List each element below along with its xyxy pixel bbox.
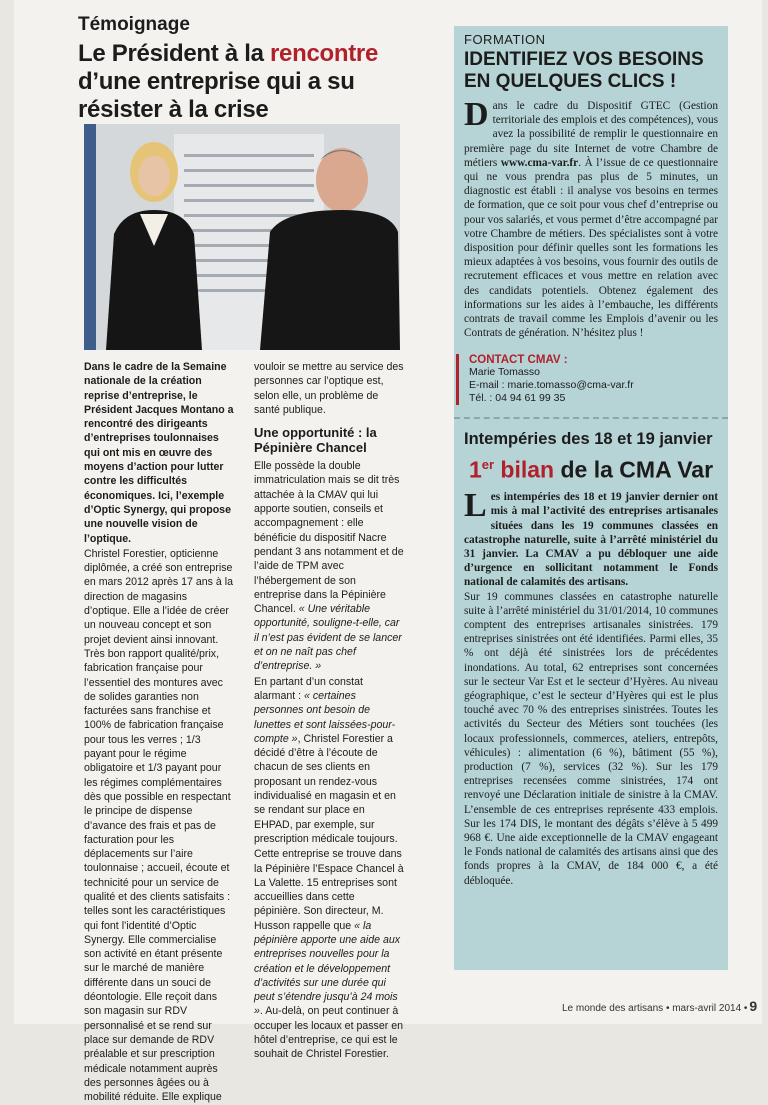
body-3c: , Christel Forestier a décidé d’être à l’écoute de chacun de ses clients en proposant un rendez-vous individualisé en magasin et en se rendant sur place en EHPAD, par exemple, sur prescription médicale toujours. <box>254 732 398 845</box>
contact-block <box>456 354 718 405</box>
article-photo <box>84 124 400 350</box>
article-lead: Dans le cadre de la Semaine nationale de la création reprise d’entreprise, le Président Jacques Montano a rencontré des dirigeants d’entreprises toulonnaises qui ont mis en œuvre des moyens d’action pour lutter contre les difficultés économiques. Ici, l’exemple d’Optic Synergy, qui propose une nouvelle vision de l’optique. <box>84 361 234 545</box>
news-sub-word: bilan <box>494 457 555 484</box>
headline-accent: rencontre <box>270 40 379 67</box>
sidebar-title: IDENTIFIEZ VOS BESOINS EN QUELQUES CLICS ! <box>464 49 704 92</box>
headline-part-2: d’une entreprise qui a su résister à la crise <box>78 68 355 123</box>
footer-text: Le monde des artisans • mars-avril 2014 • <box>562 1003 748 1014</box>
article-column-2 <box>254 360 404 1063</box>
body-3a: Elle possède la double immatriculation mais se dit très attachée à la CMAV qui lui apporte soutien, conseils et accompagnement : elle bénéficie du dispositif Nacre pendant 3 ans notamment et de l’aide de TPM avec l’hébergement de son entreprise dans la Pépinière Chancel. <box>254 460 404 616</box>
photo-illustration <box>84 124 400 350</box>
news-sub-rest: de la CMA Var <box>554 457 714 484</box>
sidebar-text <box>464 96 718 340</box>
article-body-1: Christel Forestier, opticienne diplômée, a créé son entreprise en mars 2012 après 17 ans à la direction de magasins d’optique. Elle a l’idée de créer un nouveau concept et son projet devient ainsi innovant. Très bon rapport qualité/prix, fabrication française pour l’essentiel des montures avec de solides garanties non facturées sans franchise et 100% de fabrication française pour tous les verres ; 1/3 payant pour le régime obligatoire et 1/3 payant pour les régimes complémentaires dès que possible en respectant le principe de dispense d’avance des frais et pas de facturation pour les déplacements sur l’aire toulonnaise ; accueil, écoute et technicité pour un service de qualité et des clients satisfaits : telles sont les caractéristiques qui font l’identité d’Optic Synergy. Elle commercialise son activité en étant présente sur le marché de manière différente dans un souci de déontologie. Elle reçoit dans son magasin sur RDV personnalisé et se rend sur place sur demande de RDV préalable et sur prescription médicale notamment auprès des personnes âgées ou à mobilité réduite. Elle explique <box>84 547 233 1104</box>
news-lead <box>464 487 718 589</box>
quote-2: « certaines personnes ont besoin de lunettes et sont laissées-pour-compte » <box>254 689 396 745</box>
article-kicker: Témoignage <box>78 14 190 35</box>
news-subtitle <box>464 451 718 484</box>
page-number: 9 <box>749 998 758 1014</box>
sidebar-box <box>454 26 728 970</box>
body-4b: . Au-delà, on peut continuer à occuper les locaux et passer en hôtel d’entreprise, ce qui est le souhait de Christel Forestier. <box>254 1005 403 1061</box>
article-subhead: Une opportunité : la Pépinière Chancel <box>254 425 377 456</box>
article-body-3 <box>254 459 404 673</box>
contact-name: Marie Tomasso <box>469 366 540 379</box>
page-footer <box>562 998 757 1014</box>
magazine-page <box>14 0 762 1104</box>
article-column-1 <box>84 360 234 1105</box>
article-body-2: vouloir se mettre au service des personnes car l’optique est, selon elle, un problème de santé publique. <box>254 361 404 416</box>
headline-part-1: Le Président à la <box>78 40 271 67</box>
news-sub-num: 1 <box>468 457 482 484</box>
body-4a: Cette entreprise se trouve dans la Pépinière l’Espace Chancel à La Valette. 15 entreprises sont accueillies dans cette pépinière. Son directeur, M. Husson rappelle que <box>254 848 404 932</box>
quote-3: « la pépinière apporte une aide aux entreprises nouvelles pour la création et le développement d’activités sur une durée qui peut s’étendre jusqu’à 24 mois » <box>254 919 401 1018</box>
news-lead-text: es intempéries des 18 et 19 janvier dernier ont mis à mal l’activité des entreprises artisanales situées dans les 19 communes classées en catastrophe naturelle, suite à l’arrêté ministériel du 31 janvier. La CMAV a pu débloquer une aide d’urgence en sollicitant notamment le Fonds national de calamités des artisans. <box>464 491 718 589</box>
section-divider <box>454 417 728 419</box>
body-3b: En partant d’un constat alarmant : <box>254 675 363 702</box>
contact-title: CONTACT CMAV : <box>469 354 568 367</box>
news-dropcap: L <box>464 487 487 525</box>
sidebar-text-a: ans le cadre du Dispositif GTEC (Gestion territoriale des emplois et des compétences), vous avez la possibilité de remplir le questionnaire en première page du site Internet de votre Chambre de métiers <box>464 100 718 169</box>
article-headline <box>78 40 418 124</box>
contact-phone: Tél. : 04 94 61 99 35 <box>469 392 566 405</box>
article-body-5 <box>254 847 404 1061</box>
sidebar-text-b: . À l’issue de ce questionnaire qui ne vous prendra pas plus de 5 minutes, un diagnostic est établi : il analyse vos besoins en termes de formation, que ce soit pour vous chef d’entreprise ou pour vos salariés, et vous permet d’être accompagné par votre Chambre de métiers. Des spécialistes sont à votre disposition pour définir quelles sont les formations les mieux adaptées à vos besoins, vous fournir des outils de recrutement efficaces et vous mettre en relation avec des candidats potentiels. Obtenez également des informations sur les aides à l’embauche, les différents contrats de travail comme les Emplois d’avenir ou les Contrats de génération. N’hésitez plus ! <box>464 156 718 340</box>
sidebar-url[interactable]: www.cma-var.fr <box>500 156 579 169</box>
quote-1: « Une véritable opportunité, souligne-t-elle, car il n’est pas évident de se lancer et on ne naît pas chef d’entreprise. » <box>254 603 402 673</box>
news-title: Intempéries des 18 et 19 janvier <box>464 430 713 449</box>
sidebar-section-label: FORMATION <box>464 32 546 47</box>
news-body: Sur 19 communes classées en catastrophe naturelle suite à l’arrêté ministériel du 31/01/2014, 10 communes comptent des entreprises artisanales sinistrées. 179 entreprises sinistrées ont été identifiées. Parmi elles, 35 % ont déjà été sinistrées lors de précédentes inondations. Au total, 62 entreprises sont concernées sur le secteur Var Est et le secteur d’Hyères. Au niveau géographique, c’est le secteur d’Hyères qui est le plus touché avec 70 % des entreprises sinistrées. Toutes les activités du Secteur des Métiers sont touchées (les locaux professionnels, commerces, ateliers, entrepôts, véhicules) : alimentation (6 %), bâtiment (55 %), production (7 %), services (32 %). Sur les 179 entreprises recensées comme sinistrées, 174 ont renvoyé une Déclaration initiale de sinistre à la CMAV. L’ensemble de ces entreprises représente 433 emplois. Sur les 174 DIS, le montant des dégâts s’élève à 5 499 968 €. Une aide exceptionnelle de la CMAV engageant le Fonds national de calamités des artisans ainsi que des fonds propres à la CMAV, de 184 000 €, a été débloquée. <box>464 590 718 887</box>
news-sub-sup: er <box>481 457 495 473</box>
sidebar-dropcap: D <box>464 96 489 133</box>
article-body-4 <box>254 675 404 847</box>
contact-email[interactable]: E-mail : marie.tomasso@cma-var.fr <box>469 379 634 392</box>
